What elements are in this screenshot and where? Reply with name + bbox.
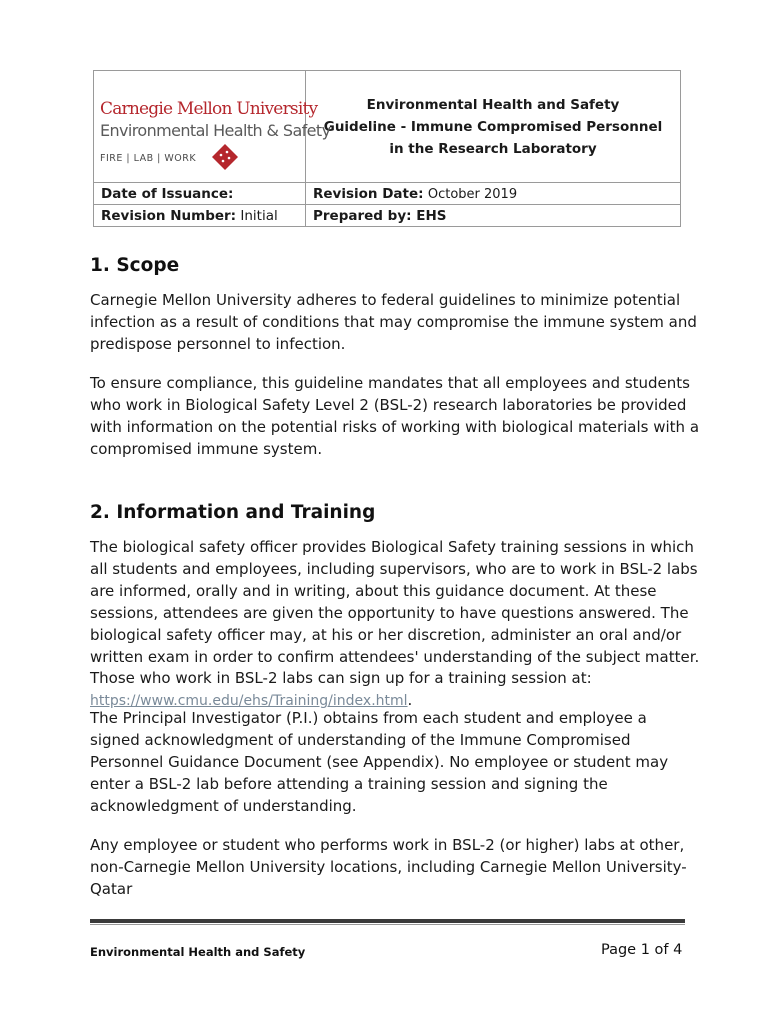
footer-divider: [90, 919, 685, 923]
footer-divider-thin: [90, 924, 685, 925]
training-link-suffix: .: [407, 691, 413, 710]
logo-department-name: Environmental Health & Safety: [100, 121, 331, 140]
training-paragraph-1-text: The biological safety officer provides Biological Safety training sessions in which all students and employees, including supervisors, who are to work in BSL-2 labs are informed, orally and in writing, about this guidance document. At these sessions, attendees are given the opportunity to have questions answered. The biological safety officer may, at his or her discretion, administer an oral and/or written exam in order to confirm attendees' understanding of the subject matter. Those who work in BSL-2 labs can sign up for a training session at:: [90, 538, 700, 688]
training-paragraph-1: [90, 537, 700, 713]
training-paragraph-3: Any employee or student who performs work in BSL-2 (or higher) labs at other, non-Carnegie Mellon University locations, including Carnegie Mellon University-Qatar: [90, 836, 687, 898]
revision-date-cell: [306, 183, 681, 205]
footer-department: Environmental Health and Safety: [90, 945, 306, 959]
prepared-by-cell: [306, 205, 681, 227]
section-heading-scope: 1. Scope: [90, 255, 180, 276]
document-header-table: [93, 70, 681, 227]
scope-paragraph-1: Carnegie Mellon University adheres to federal guidelines to minimize potential infection as a result of conditions that may compromise the immune system and predispose personnel to infection.: [90, 291, 697, 353]
page-number: Page 1 of 4: [601, 942, 683, 958]
cmu-ehs-logo: [94, 71, 331, 182]
revision-number-value: Initial: [240, 207, 278, 224]
logo-cell: [94, 71, 331, 183]
training-paragraph-2: The Principal Investigator (P.I.) obtains from each student and employee a signed acknowledgment of understanding of the Immune Compromised Personnel Guidance Document (see Appendix). No employee or student may enter a BSL-2 lab before attending a training session and signing the acknowledgment of understanding.: [90, 709, 669, 815]
date-of-issuance-label: Date of Issuance:: [101, 185, 234, 202]
logo-tagline: FIRE | LAB | WORK: [100, 153, 197, 164]
scope-paragraph-2: To ensure compliance, this guideline mandates that all employees and students who work in Biological Safety Level 2 (BSL-2) research laboratories be provided with information on the potential risks of working with biological materials with a compromised immune system.: [90, 374, 700, 458]
revision-number-cell: [94, 205, 306, 227]
training-link[interactable]: https://www.cmu.edu/ehs/Training/index.html: [90, 693, 408, 710]
title-line-1: Environmental Health and Safety: [366, 96, 620, 113]
date-of-issuance-cell: [94, 183, 306, 205]
prepared-by-label: Prepared by: EHS: [313, 207, 447, 224]
title-line-3: in the Research Laboratory: [389, 140, 597, 157]
document-title-cell: [306, 71, 681, 183]
diamond-emblem-icon: [212, 144, 238, 170]
revision-date-label: Revision Date:: [313, 185, 424, 202]
section-heading-training: 2. Information and Training: [90, 502, 376, 523]
revision-number-label: Revision Number:: [101, 207, 237, 224]
logo-university-name: Carnegie Mellon University: [100, 99, 318, 119]
title-line-2: Guideline - Immune Compromised Personnel: [323, 118, 663, 135]
revision-date-value: October 2019: [427, 186, 518, 202]
